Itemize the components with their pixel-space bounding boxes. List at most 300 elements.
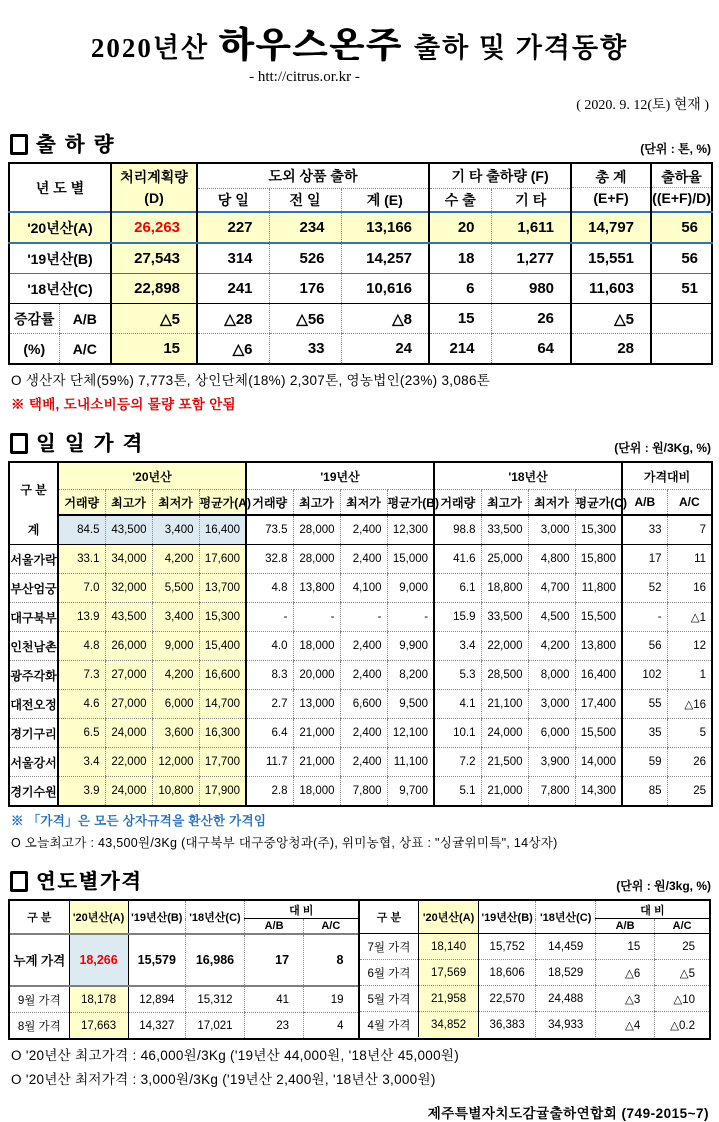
section-title-daily: 일 일 가 격 [36,433,144,455]
value-cell: 32,000 [105,574,152,603]
value-cell: 56 [651,243,712,274]
value-cell: 6.4 [246,719,293,748]
value-cell: 32.8 [246,545,293,574]
value-cell: 56 [622,632,667,661]
shipment-row [9,334,712,365]
square-bullet-icon [10,871,28,892]
col-header-total-line1: 총 계 [572,167,650,188]
value-cell: 33 [622,515,667,545]
row-label-sub: A/B [59,304,111,334]
value-cell: 18 [429,243,491,274]
yearly-price-row [360,986,710,1012]
value-cell: 14,000 [575,748,622,777]
value-cell: 41.6 [434,545,481,574]
value-cell: 27,000 [105,661,152,690]
value-cell: 17,700 [199,748,246,777]
col-header-label: 구 분 [10,901,69,934]
value-cell: 24,000 [105,777,152,807]
value-cell: 26 [667,748,712,777]
yearly-table-left-grid [10,901,358,1038]
title-subject: 출하 및 가격동향 [414,33,629,63]
value-cell: - [340,603,387,632]
value-cell: 2,400 [340,515,387,545]
value-cell: 16,986 [185,934,244,986]
value-cell: 8.3 [246,661,293,690]
col-header-market: 구 분 [9,462,58,515]
value-cell: 24,000 [105,719,152,748]
value-cell: 18,000 [293,777,340,807]
value-cell: 12 [667,632,712,661]
row-label: 경기구리 [9,719,58,748]
col-header-label: 구 분 [360,901,419,934]
col-header-ac: A/C [304,919,358,935]
value-cell: 3,000 [528,690,575,719]
daily-price-row [9,574,712,603]
value-cell: 21,000 [293,719,340,748]
value-cell: 51 [651,274,712,304]
value-cell: 1,611 [491,212,571,243]
daily-price-row [9,748,712,777]
value-cell: 102 [622,661,667,690]
value-cell: 9,000 [152,632,199,661]
value-cell: 59 [622,748,667,777]
value-cell: 33 [269,334,341,365]
value-cell: 8,000 [528,661,575,690]
value-cell: 8 [304,934,358,986]
value-cell: 64 [491,334,571,365]
price-conversion-note: ※ 「가격」은 모든 상자규격을 환산한 가격임 [11,814,267,828]
row-label: '20년산(A) [9,212,111,243]
section-title-yearly: 연도별가격 [36,871,143,893]
value-cell: 9,000 [387,574,434,603]
square-bullet-icon [10,134,28,155]
value-cell: 43,500 [105,603,152,632]
col-header-2020: '20년산(A) [69,901,128,934]
shipment-row [9,243,712,274]
row-label: 9월 가격 [10,986,69,1013]
row-label: 5월 가격 [360,986,419,1012]
column-header: 평균가(C) [575,490,622,516]
shipment-table [8,162,713,365]
column-header: A/B [622,490,667,516]
value-cell: - [246,603,293,632]
yearly-table-left [10,901,360,1038]
row-label: 부산엄궁 [9,574,58,603]
value-cell: 15.9 [434,603,481,632]
today-high-note: O 오늘최고가 : 43,500원/3Kg (대구북부 대구중앙청과(주), 위미농협, 상표 : "싱귤위미특", 14상자) [11,836,558,850]
col-group-compare: 대 비 [595,901,709,919]
value-cell: 33,500 [481,515,528,545]
row-label-group: (%) [9,334,59,365]
value-cell: 7.0 [58,574,105,603]
col-group-2019: '19년산 [246,462,434,490]
col-header-rate [651,163,712,212]
daily-price-row [9,515,712,545]
value-cell: 55 [622,690,667,719]
yearly-price-row [360,1012,710,1038]
value-cell: 24,000 [481,719,528,748]
col-header-export: 수 출 [429,189,491,213]
value-cell: 11.7 [246,748,293,777]
column-header: A/C [667,490,712,516]
value-cell: △4 [595,1012,654,1038]
row-label: 서울강서 [9,748,58,777]
value-cell: 6.1 [434,574,481,603]
value-cell: 22,000 [481,632,528,661]
row-label-sub: A/C [59,334,111,365]
value-cell: 22,000 [105,748,152,777]
value-cell: 4 [304,1013,358,1039]
value-cell: 18,178 [69,986,128,1013]
yearly-table-right [360,901,710,1038]
value-cell: 12,894 [128,986,185,1013]
value-cell: 2.8 [246,777,293,807]
col-header-plan-line2: (D) [144,189,164,206]
row-label: 계 [9,515,58,545]
value-cell: 6.5 [58,719,105,748]
value-cell: 18,529 [536,960,595,986]
yearly-price-row [10,986,358,1013]
value-cell: 5 [667,719,712,748]
value-cell: - [387,603,434,632]
col-header-sum: 계 (E) [341,189,429,213]
value-cell: 15,400 [199,632,246,661]
col-header-prev: 전 일 [269,189,341,213]
unit-label-shipment: (단위 : 톤, %) [640,142,711,156]
value-cell: △16 [667,690,712,719]
value-cell: 214 [429,334,491,365]
daily-price-row [9,690,712,719]
value-cell: 16,300 [199,719,246,748]
producer-note: O 생산자 단체(59%) 7,773톤, 상인단체(18%) 2,307톤, 영농법인(23%) 3,086톤 [11,373,491,388]
col-header-ac: A/C [655,919,709,934]
row-label: 대전오정 [9,690,58,719]
row-label: 대구북부 [9,603,58,632]
column-header: 최고가 [293,490,340,516]
col-group-etc-shipping: 기 타 출하량 (F) [429,163,571,189]
col-header-2018: '18년산(C) [536,901,595,934]
value-cell: 10.1 [434,719,481,748]
section-head-shipment [8,128,711,157]
value-cell: 8,200 [387,661,434,690]
value-cell: 17 [245,934,304,986]
value-cell: 17,600 [199,545,246,574]
value-cell: 15,312 [185,986,244,1013]
value-cell: 85 [622,777,667,807]
value-cell: 18,606 [478,960,536,986]
value-cell: 15 [111,334,197,365]
value-cell: 9,700 [387,777,434,807]
value-cell: 28,000 [293,545,340,574]
title-year: 2020년산 [90,33,210,63]
column-header: 거래량 [434,490,481,516]
row-label: 서울가락 [9,545,58,574]
col-header-year: 년 도 별 [35,179,85,196]
value-cell: 41 [245,986,304,1013]
value-cell: 1,277 [491,243,571,274]
value-cell: 3,000 [528,515,575,545]
value-cell: △3 [595,986,654,1012]
row-label: 경기수원 [9,777,58,807]
value-cell: 21,000 [293,748,340,777]
square-bullet-icon [10,433,28,454]
value-cell: 84.5 [58,515,105,545]
value-cell: - [622,603,667,632]
value-cell: 16,600 [199,661,246,690]
value-cell: 10,800 [152,777,199,807]
value-cell: 11 [667,545,712,574]
value-cell: 16,400 [575,661,622,690]
value-cell: 36,383 [478,1012,536,1038]
value-cell: 3,600 [152,719,199,748]
value-cell: 6,000 [152,690,199,719]
section-head-yearly [8,865,711,894]
col-group-outside-shipping: 도외 상품 출하 [197,163,429,189]
value-cell: 7.2 [434,748,481,777]
col-header-total [571,163,651,212]
section-title-shipment: 출 하 량 [36,134,116,156]
col-header-2020: '20년산(A) [419,901,478,934]
column-header: 거래량 [246,490,293,516]
value-cell: 17,663 [69,1013,128,1039]
value-cell [651,334,712,365]
value-cell: 26,263 [111,212,197,243]
value-cell: 4,200 [152,661,199,690]
row-label: 인천남촌 [9,632,58,661]
value-cell: 14,700 [199,690,246,719]
col-header-etc: 기 타 [491,189,571,213]
value-cell: △6 [197,334,269,365]
value-cell: 4,800 [528,545,575,574]
value-cell: 3,400 [152,603,199,632]
value-cell: 14,797 [571,212,651,243]
value-cell: 3.4 [58,748,105,777]
value-cell: 4.8 [58,632,105,661]
row-label: 누계 가격 [10,934,69,986]
col-header-plan-line1: 처리계획량 [120,169,188,186]
column-header: 평균가(A) [199,490,246,516]
yearly-high-note: O '20년산 최고가격 : 46,000원/3Kg ('19년산 44,000원, '18년산 45,000원) [11,1048,460,1063]
value-cell: - [293,603,340,632]
value-cell: 28 [571,334,651,365]
shipment-row [9,304,712,334]
row-label: 4월 가격 [367,1019,411,1032]
value-cell: 18,800 [481,574,528,603]
value-cell: △10 [655,986,709,1012]
value-cell: 52 [622,574,667,603]
site-url: - htt://citrus.or.kr - [249,69,360,85]
yearly-price-row [360,934,710,960]
value-cell: 12,300 [387,515,434,545]
value-cell: 980 [491,274,571,304]
col-header-2019: '19년산(B) [128,901,185,934]
value-cell: 25,000 [481,545,528,574]
value-cell: 3.4 [434,632,481,661]
value-cell: 17,021 [185,1013,244,1039]
value-cell: 6 [429,274,491,304]
value-cell: 21,000 [481,777,528,807]
value-cell: 2,400 [340,748,387,777]
organization-name: 제주특별자치도감귤출하연합회 (749-2015~7) [427,1106,709,1121]
col-header-rate-line2: ((E+F)/D) [652,190,711,206]
value-cell: 17,400 [575,690,622,719]
value-cell: 12,100 [387,719,434,748]
value-cell: △5 [111,304,197,334]
value-cell: 73.5 [246,515,293,545]
daily-price-row [9,603,712,632]
value-cell: 16,400 [199,515,246,545]
value-cell: 26 [491,304,571,334]
value-cell: 9,900 [387,632,434,661]
value-cell: △56 [269,304,341,334]
value-cell: 13,166 [341,212,429,243]
row-label: 7월 가격 [360,934,419,960]
value-cell: 11,100 [387,748,434,777]
value-cell: 19 [304,986,358,1013]
value-cell: 13,700 [199,574,246,603]
value-cell: 7,800 [528,777,575,807]
value-cell: 15,500 [575,719,622,748]
row-label: 8월 가격 [17,1020,61,1033]
value-cell: 34,000 [105,545,152,574]
value-cell: 26,000 [105,632,152,661]
value-cell: 15,500 [575,603,622,632]
value-cell: 28,000 [293,515,340,545]
delivery-note: ※ 택배, 도내소비등의 물량 포함 안됨 [11,397,236,412]
value-cell: 14,327 [128,1013,185,1039]
value-cell: 98.8 [434,515,481,545]
value-cell: 314 [197,243,269,274]
value-cell: 10,616 [341,274,429,304]
value-cell: 11,800 [575,574,622,603]
value-cell: 2,400 [340,661,387,690]
value-cell: 11,603 [571,274,651,304]
value-cell: 21,958 [419,986,478,1012]
value-cell: 21,100 [481,690,528,719]
value-cell: 33,500 [481,603,528,632]
value-cell: 24,488 [536,986,595,1012]
value-cell: 234 [269,212,341,243]
daily-price-row [9,661,712,690]
value-cell: 13.9 [58,603,105,632]
value-cell: 15,300 [199,603,246,632]
value-cell: 2.7 [246,690,293,719]
value-cell: △0.2 [655,1012,709,1038]
col-header-total-line2: (E+F) [593,190,629,206]
value-cell: 21,500 [481,748,528,777]
daily-price-table [8,461,713,807]
value-cell: △8 [341,304,429,334]
col-group-compare: 가격대비 [622,462,712,490]
daily-price-row [9,632,712,661]
yearly-price-row [10,1013,358,1039]
value-cell: 4,200 [152,545,199,574]
value-cell: 227 [197,212,269,243]
value-cell: 13,000 [293,690,340,719]
page-title [8,18,711,68]
value-cell: 5.1 [434,777,481,807]
section-head-daily [8,427,711,456]
value-cell: 5,500 [152,574,199,603]
shipment-row [9,212,712,243]
value-cell: 2,400 [340,545,387,574]
value-cell: 43,500 [105,515,152,545]
value-cell: 23 [245,1013,304,1039]
value-cell: 6,600 [340,690,387,719]
value-cell: 4,500 [528,603,575,632]
value-cell: 20,000 [293,661,340,690]
value-cell: 241 [197,274,269,304]
value-cell: 13,800 [575,632,622,661]
col-group-2020: '20년산 [58,462,246,490]
value-cell: 1 [667,661,712,690]
value-cell: △6 [595,960,654,986]
value-cell: 17,900 [199,777,246,807]
column-header: 최고가 [481,490,528,516]
daily-price-row [9,545,712,574]
value-cell: 176 [269,274,341,304]
value-cell: 15 [429,304,491,334]
col-group-2018: '18년산 [434,462,622,490]
value-cell [651,304,712,334]
yearly-low-note: O '20년산 최저가격 : 3,000원/3Kg ('19년산 2,400원, '18년산 3,000원) [11,1072,436,1087]
value-cell: 15,300 [575,515,622,545]
value-cell: 15,551 [571,243,651,274]
value-cell: 4.8 [246,574,293,603]
value-cell: 28,500 [481,661,528,690]
yearly-price-row [360,960,710,986]
value-cell: 3,900 [528,748,575,777]
value-cell: 3,400 [152,515,199,545]
row-label: 6월 가격 [360,960,419,986]
col-group-compare: 대 비 [245,901,358,919]
value-cell: 15 [595,934,654,960]
value-cell: △5 [571,304,651,334]
value-cell: 35 [622,719,667,748]
value-cell: 15,752 [478,934,536,960]
col-header-plan [111,163,197,212]
value-cell: 15,000 [387,545,434,574]
column-header: 최저가 [528,490,575,516]
value-cell: 2,400 [340,632,387,661]
col-header-2018: '18년산(C) [185,901,244,934]
value-cell: 4,100 [340,574,387,603]
value-cell: △1 [667,603,712,632]
value-cell: 4.0 [246,632,293,661]
value-cell: 7.3 [58,661,105,690]
row-label: '18년산(C) [9,274,111,304]
col-header-ab: A/B [595,919,654,934]
value-cell: 14,300 [575,777,622,807]
value-cell: 12,000 [152,748,199,777]
value-cell: 7,800 [340,777,387,807]
value-cell: 22,570 [478,986,536,1012]
value-cell: 18,000 [293,632,340,661]
value-cell: 4.6 [58,690,105,719]
shipment-row [9,274,712,304]
value-cell: 24 [341,334,429,365]
value-cell: 14,257 [341,243,429,274]
row-label: '19년산(B) [9,243,111,274]
daily-price-row [9,777,712,807]
value-cell: 25 [667,777,712,807]
value-cell: 5.3 [434,661,481,690]
column-header: 최저가 [152,490,199,516]
column-header: 최저가 [340,490,387,516]
value-cell: 27,000 [105,690,152,719]
value-cell: 6,000 [528,719,575,748]
value-cell: 13,800 [293,574,340,603]
